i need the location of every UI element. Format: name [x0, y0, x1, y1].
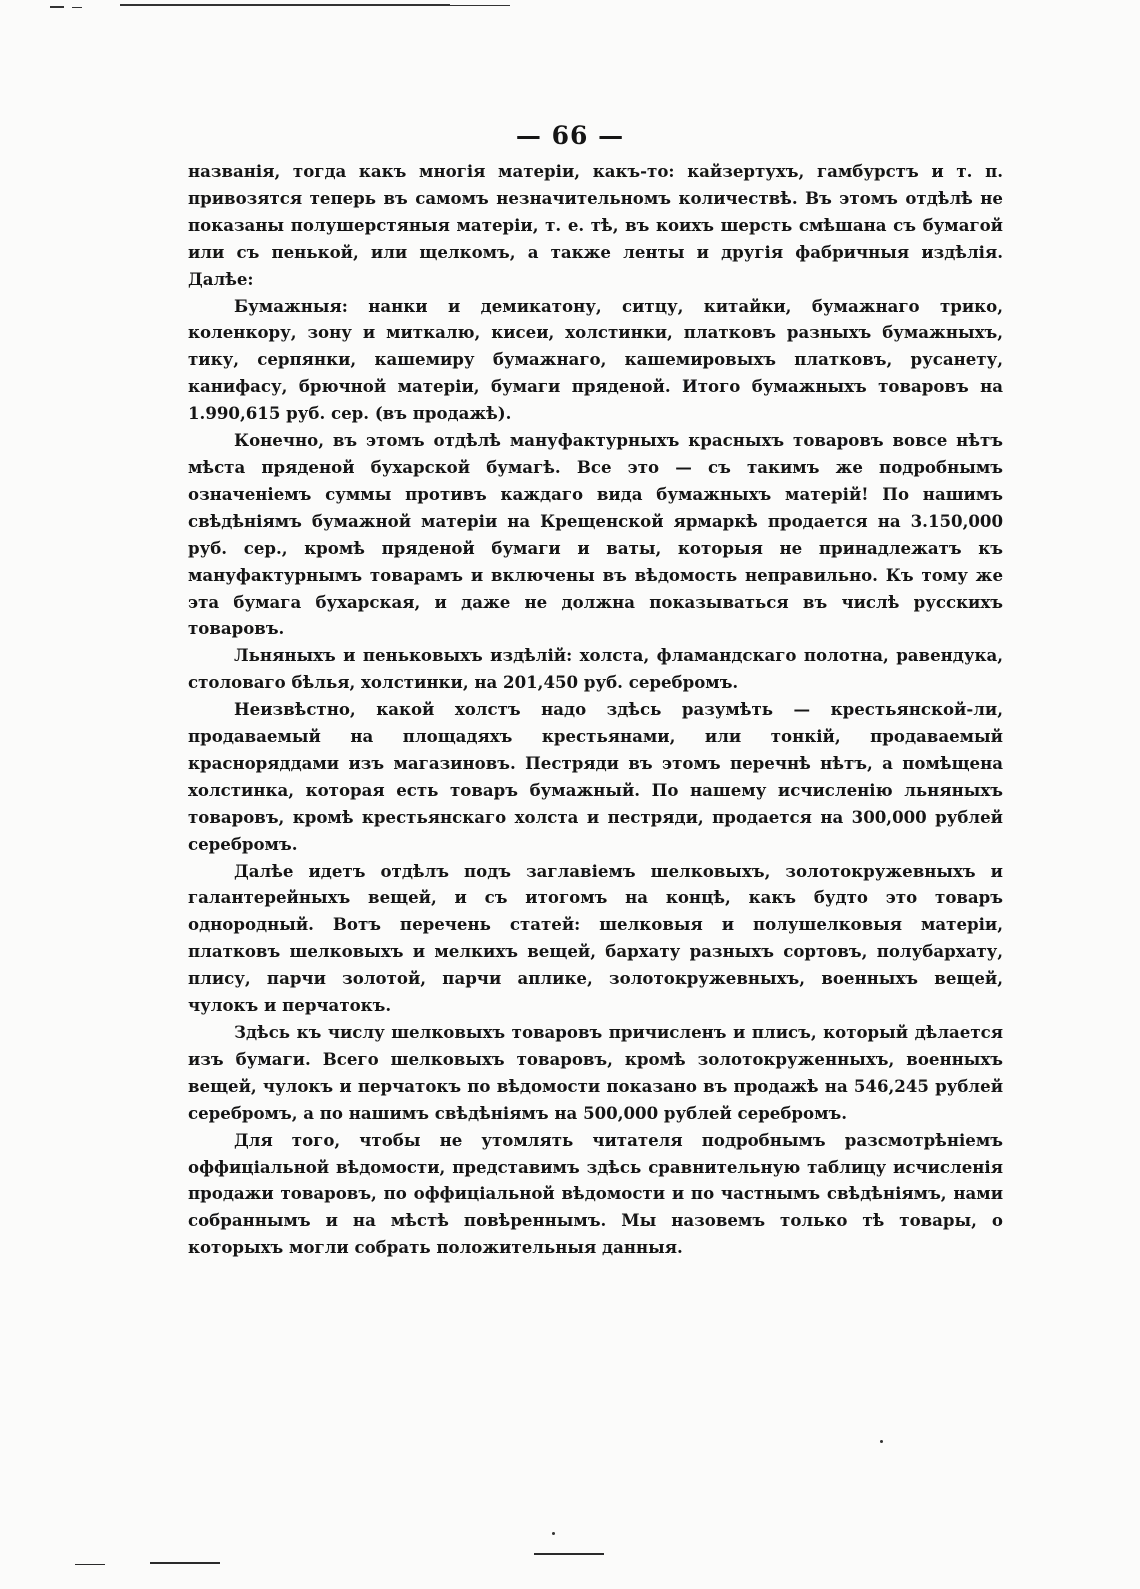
body-text	[188, 158, 1003, 1261]
paragraph: Льняныхъ и пеньковыхъ издѣлій: холста, фламандскаго полотна, равендука, столоваго бѣлья, холстинки, на 201,450 руб. серебромъ.	[188, 645, 1003, 693]
bottom-rule	[75, 1564, 105, 1565]
bottom-rule	[534, 1553, 604, 1555]
paragraph: Здѣсь къ числу шелковыхъ товаровъ причисленъ и плисъ, который дѣлается изъ бумаги. Всего шелковыхъ товаровъ, кромѣ золотокруженныхъ, военныхъ вещей, чулокъ и перчатокъ по вѣдомости показано въ продажѣ на 546,245 рублей серебромъ, а по нашимъ свѣдѣніямъ на 500,000 рублей серебромъ.	[188, 1022, 1003, 1123]
scan-speck	[880, 1440, 883, 1443]
scan-edge-mark	[50, 6, 64, 8]
paragraph: Для того, чтобы не утомлять читателя подробнымъ разсмотрѣніемъ оффиціальной вѣдомости, представимъ здѣсь сравнительную таблицу исчисленія продажи товаровъ, по оффиціальной вѣдомости и по частнымъ свѣдѣніямъ, нами собраннымъ и на мѣстѣ повѣреннымъ. Мы назовемъ только тѣ товары, о которыхъ могли собрать положительныя данныя.	[188, 1129, 1003, 1258]
scan-speck	[552, 1532, 555, 1535]
paragraph: Неизвѣстно, какой холстъ надо здѣсь разумѣть — крестьянской-ли, продаваемый на площадяхъ крестьянами, или тонкій, продаваемый красноряддами изъ магазиновъ. Пестряди въ этомъ перечнѣ нѣтъ, а помѣщена холстинка, которая есть товаръ бумажный. По нашему исчисленію льняныхъ товаровъ, кромѣ крестьянскаго холста и пестряди, продается на 300,000 рублей серебромъ.	[188, 699, 1003, 854]
scan-edge-mark	[72, 7, 82, 8]
page-number: — 66 —	[515, 121, 625, 150]
paragraph: названія, тогда какъ многія матеріи, какъ-то: кайзертухъ, гамбурстъ и т. п. привозятся теперь въ самомъ незначительномъ количествѣ. Въ этомъ отдѣлѣ не показаны полушерстяныя матеріи, т. е. тѣ, въ коихъ шерсть смѣшана съ бумагой или съ пенькой, или щелкомъ, а также ленты и другія фабричныя издѣлія. Далѣе:	[188, 161, 1003, 289]
paragraph: Далѣе идетъ отдѣлъ подъ заглавіемъ шелковыхъ, золотокружевныхъ и галантерейныхъ вещей, и съ итогомъ на концѣ, какъ будто это товаръ однородный. Вотъ перечень статей: шелковыя и полушелковыя матеріи, платковъ шелковыхъ и мелкихъ вещей, бархату разныхъ сортовъ, полубархату, плису, парчи золотой, парчи аплике, золотокружевныхъ, военныхъ вещей, чулокъ и перчатокъ.	[188, 860, 1003, 1016]
scan-edge-mark	[120, 4, 450, 6]
bottom-rule	[150, 1562, 220, 1564]
paragraph: Бумажныя: нанки и демикатону, ситцу, китайки, бумажнаго трико, коленкору, зону и миткалю, кисеи, холстинки, платковъ разныхъ бумажныхъ, тику, серпянки, кашемиру бумажнаго, кашемировыхъ платковъ, русанету, канифасу, брючной матеріи, бумаги пряденой. Итого бумажныхъ товаровъ на 1.990,615 руб. сер. (въ продажѣ).	[188, 295, 1003, 424]
paragraph: Конечно, въ этомъ отдѣлѣ мануфактурныхъ красныхъ товаровъ вовсе нѣтъ мѣста пряденой бухарской бумагѣ. Все это — съ такимъ же подробнымъ означенiемъ суммы противъ каждаго вида бумажныхъ матерій! По нашимъ свѣдѣніямъ бумажной матеріи на Крещенской ярмаркѣ продается на 3.150,000 руб. сер., кромѣ пряденой бумаги и ваты, которыя не принадлежатъ къ мануфактурнымъ товарамъ и включены въ вѣдомость неправильно. Къ тому же эта бумага бухарская, и даже не должна показываться въ числѣ русскихъ товаровъ.	[188, 430, 1003, 639]
scan-edge-mark	[450, 5, 510, 6]
